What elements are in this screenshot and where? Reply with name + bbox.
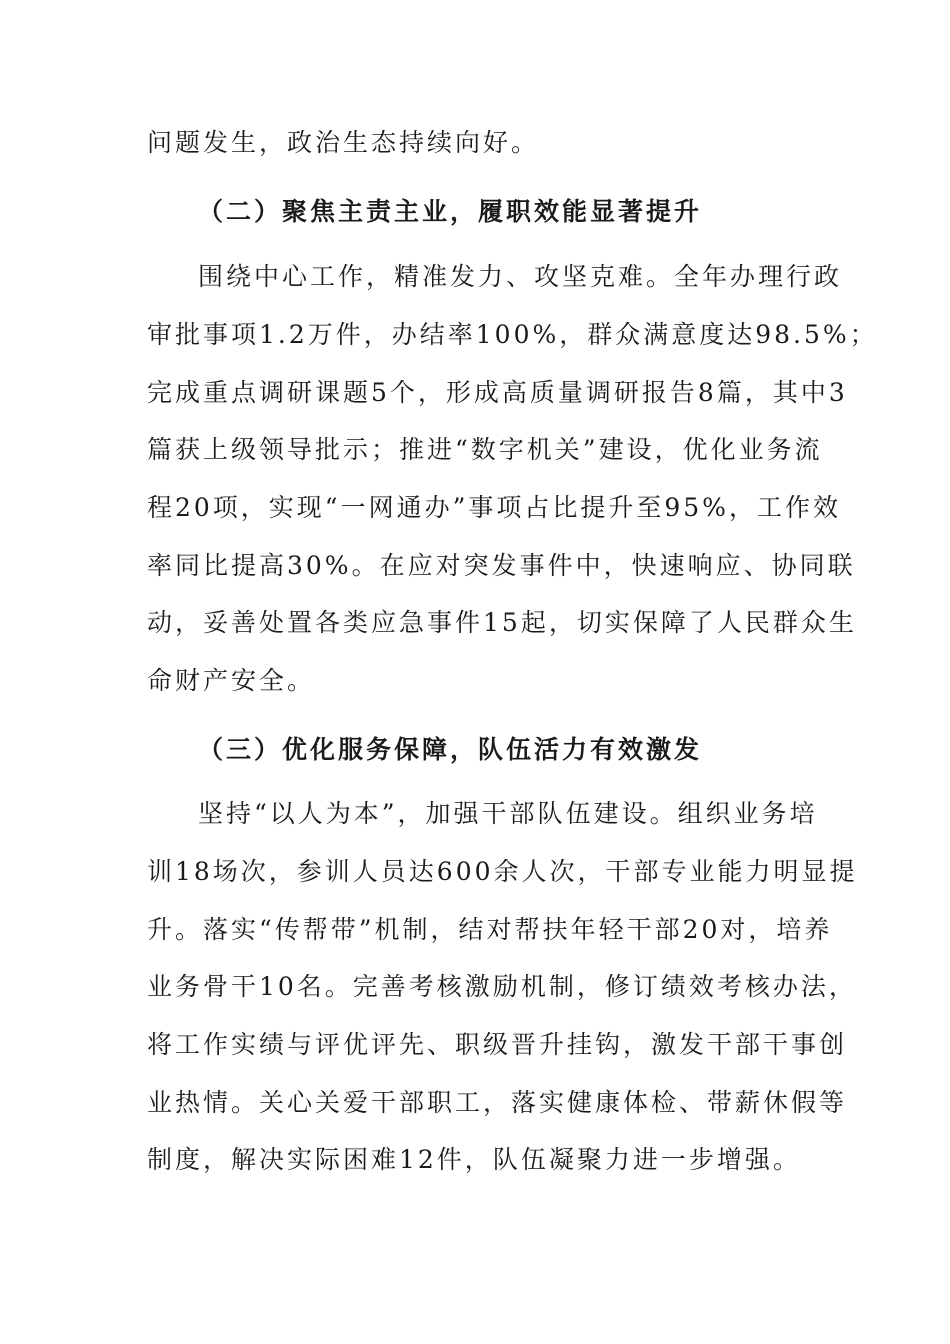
text-line: 将工作实绩与评优评先、职级晋升挂钩，激发干部干事创	[147, 1030, 848, 1059]
text-line: 审批事项1.2万件，办结率100%，群众满意度达98.5%；	[147, 320, 878, 349]
section-heading-2: （二）聚焦主责主业，履职效能显著提升	[198, 197, 703, 226]
text-line: 篇获上级领导批示；推进“数字机关”建设，优化业务流	[147, 435, 823, 464]
text-line: 训18场次，参训人员达600余人次，干部专业能力明显提	[147, 857, 858, 886]
text-line: 业热情。关心关爱干部职工，落实健康体检、带薪休假等	[147, 1088, 848, 1117]
text-line: 制度，解决实际困难12件，队伍凝聚力进一步增强。	[147, 1145, 801, 1174]
text-line: 动，妥善处置各类应急事件15起，切实保障了人民群众生	[147, 608, 857, 637]
text-line: 问题发生，政治生态持续向好。	[147, 128, 540, 157]
text-line: 完成重点调研课题5个，形成高质量调研报告8篇，其中3	[147, 378, 848, 407]
text-line: 升。落实“传帮带”机制，结对帮扶年轻干部20对，培养	[147, 915, 833, 944]
text-line: 业务骨干10名。完善考核激励机制，修订绩效考核办法，	[147, 972, 857, 1001]
text-line: 围绕中心工作，精准发力、攻坚克难。全年办理行政	[198, 262, 843, 291]
text-line: 率同比提高30%。在应对突发事件中，快速响应、协同联	[147, 551, 856, 580]
text-line: 程20项，实现“一网通办”事项占比提升至95%，工作效	[147, 493, 841, 522]
section-heading-3: （三）优化服务保障，队伍活力有效激发	[198, 735, 703, 764]
text-line: 命财产安全。	[147, 666, 316, 695]
text-line: 坚持“以人为本”，加强干部队伍建设。组织业务培	[198, 799, 818, 828]
